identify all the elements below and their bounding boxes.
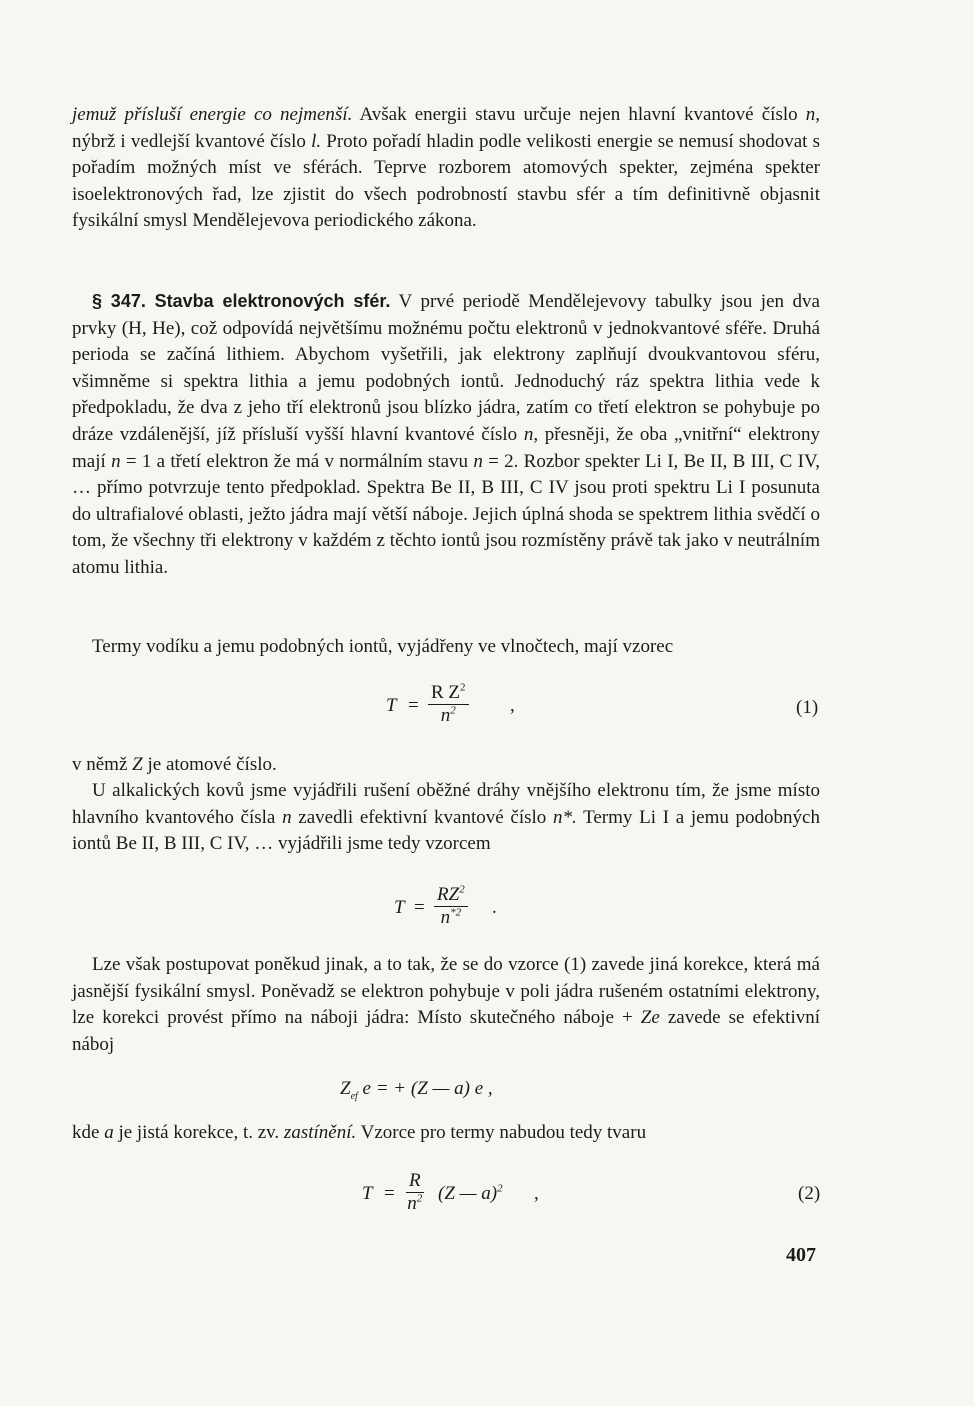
text-run: Vzorce pro termy nabudou tedy tvaru xyxy=(356,1122,647,1143)
denominator xyxy=(434,907,468,929)
exponent: 2 xyxy=(497,1182,503,1195)
paragraph-screening xyxy=(72,1120,820,1147)
equation-effective xyxy=(72,880,822,936)
eq-equals: = xyxy=(384,1183,395,1204)
eq-tail xyxy=(438,1183,503,1205)
text-run: v němž xyxy=(72,754,133,775)
text-run: kde xyxy=(72,1122,105,1143)
term-italic: zastínění. xyxy=(283,1122,357,1143)
var-n: n xyxy=(282,806,292,828)
text-run: Termy vodíku a jemu podobných iontů, vyjádřeny ve vlnočtech, mají vzorec xyxy=(92,636,674,657)
eq-punct: , xyxy=(534,1183,539,1204)
var-a: a xyxy=(104,1122,114,1143)
exponent: *2 xyxy=(450,906,462,919)
eq-equals: = xyxy=(408,695,419,716)
text-run: Proto pořadí hladin podle velikosti energie se nemusí shodovat s pořadím možných míst ve sférách. Teprve rozborem atomových spekter, zejména spekter isoelektronových řad, lze zjistit do všech podrobností stavbu sfér a tím definitivně objasnit fysikální smysl Mendělejevova periodického zákona. xyxy=(72,130,820,232)
eq-fraction xyxy=(428,682,469,727)
exponent: 2 xyxy=(416,1192,423,1205)
text-run: Lze však postupovat poněkud jinak, a to tak, že se do vzorce (1) zavede jiná korekce, která má jasnější fysikální smysl. Poněvadž se elektron pohybuje v poli jádra rušeném ostatními elektrony, lze korekci provést přímo na náboji jádra: Místo skutečného náboje + xyxy=(72,954,820,1029)
eq-fraction xyxy=(434,884,468,929)
var-n-star: n*. xyxy=(552,806,577,828)
eq-punct: , xyxy=(510,695,515,716)
var-Ze: Ze xyxy=(640,1007,660,1029)
eq-fraction xyxy=(406,1170,424,1215)
den-text: n xyxy=(440,705,451,726)
paragraph-alkali xyxy=(72,778,820,858)
eq-equals: = xyxy=(414,897,425,918)
exponent: 2 xyxy=(460,681,466,694)
text-run: U alkalických kovů jsme vyjádřili rušení oběžné dráhy vnějšího elektronu tím, že jsme místo hlavního kvantového čísla xyxy=(72,780,820,828)
var-Z: Z xyxy=(132,754,143,775)
text-run: zavedli efektivní kvantové číslo xyxy=(291,806,553,828)
numerator xyxy=(406,1170,424,1193)
section-347 xyxy=(72,288,820,582)
equation-1 xyxy=(72,680,822,736)
var-l: l. xyxy=(311,130,322,152)
equation-2 xyxy=(72,1166,822,1222)
paragraph-energy xyxy=(72,102,820,235)
text-run: přesněji, že oba „vnitřní“ elektrony mají xyxy=(72,423,820,472)
den-text: n xyxy=(440,907,451,928)
var-Z: Z xyxy=(340,1078,351,1099)
italic-phrase: jemuž přísluší energie co nejmenší. xyxy=(72,104,353,125)
paragraph-atomic-number xyxy=(72,752,820,779)
num-text: RZ xyxy=(437,884,460,905)
text-run: je jistá korekce, t. zv. xyxy=(113,1122,284,1143)
text-run: zavede se efektivní náboj xyxy=(72,1007,821,1055)
num-text: R Z xyxy=(431,682,461,703)
exponent: 2 xyxy=(459,883,465,896)
denominator xyxy=(428,705,469,727)
var-n: n xyxy=(111,450,121,472)
text-run: je atomové číslo. xyxy=(142,754,277,775)
text-run: V prvé periodě Mendělejevovy tabulky jsou jen dva prvky (H, He), což odpovídá největšímu možnému počtu elektronů v jednokvantové sféře. Druhá perioda se začíná lithiem. Abychom vyšetřili, jak elektrony zaplňují dvoukvantovou sféru, všimněme si spektra lithia a jemu podobných iontů. Jednoduchý ráz spektra lithia vede k předpokladu, že dva z jeho tří elektronů jsou blízko jádra, zatím co třetí elektron se pohybuje po dráze vzdálenější, jíž přísluší vyšší hlavní kvantové číslo xyxy=(72,291,820,445)
text-run: Avšak energii stavu určuje nejen hlavní kvantové číslo xyxy=(352,104,806,125)
section-heading: § 347. Stavba elektronových sfér. xyxy=(92,291,391,311)
eq-punct: . xyxy=(492,897,497,918)
exponent: 2 xyxy=(450,704,456,717)
numerator xyxy=(434,884,468,907)
page-number: 407 xyxy=(786,1244,816,1266)
text-run: = 2. Rozbor spekter Li I, Be II, B III, C IV, … přímo potvrzuje tento předpoklad. Spektra Be II, B III, C IV jsou proti spektru Li I posunuta do ultrafialové oblasti, ježto jádra mají větší náboje. Jejich úplná shoda se spektrem lithia svědčí o tom, že všechny tři elektrony v každém z těchto iontů jsou rozmístěny právě tak jako v neutrálním atomu lithia. xyxy=(72,450,820,578)
den-text: n xyxy=(407,1193,417,1214)
var-n: n, xyxy=(523,423,539,445)
eq-lhs: T xyxy=(362,1183,373,1204)
subscript: ef xyxy=(350,1090,358,1102)
numerator xyxy=(428,682,469,705)
eq-lhs: T xyxy=(394,897,405,918)
text-run: = 1 a třetí elektron že má v normálním stavu xyxy=(120,450,474,472)
text-run: Termy Li I a jemu podobných iontů Be II, B III, C IV, … vyjádřili jsme tedy vzorcem xyxy=(72,806,820,855)
num-text: R xyxy=(409,1170,421,1191)
var-n: n xyxy=(473,450,483,472)
var-n: n, xyxy=(805,104,820,125)
equation-number: (1) xyxy=(796,697,819,718)
paragraph-correction xyxy=(72,952,820,1058)
eq-lhs: T xyxy=(386,695,397,716)
equation-number: (2) xyxy=(798,1183,821,1204)
paragraph-terms xyxy=(72,634,820,661)
denominator xyxy=(406,1193,424,1215)
text-run: nýbrž i vedlejší kvantové číslo xyxy=(72,130,312,152)
eq-zef xyxy=(340,1078,493,1100)
eq-rest: e = + (Z — a) e , xyxy=(357,1078,493,1099)
tail-text: (Z — a) xyxy=(438,1183,498,1204)
